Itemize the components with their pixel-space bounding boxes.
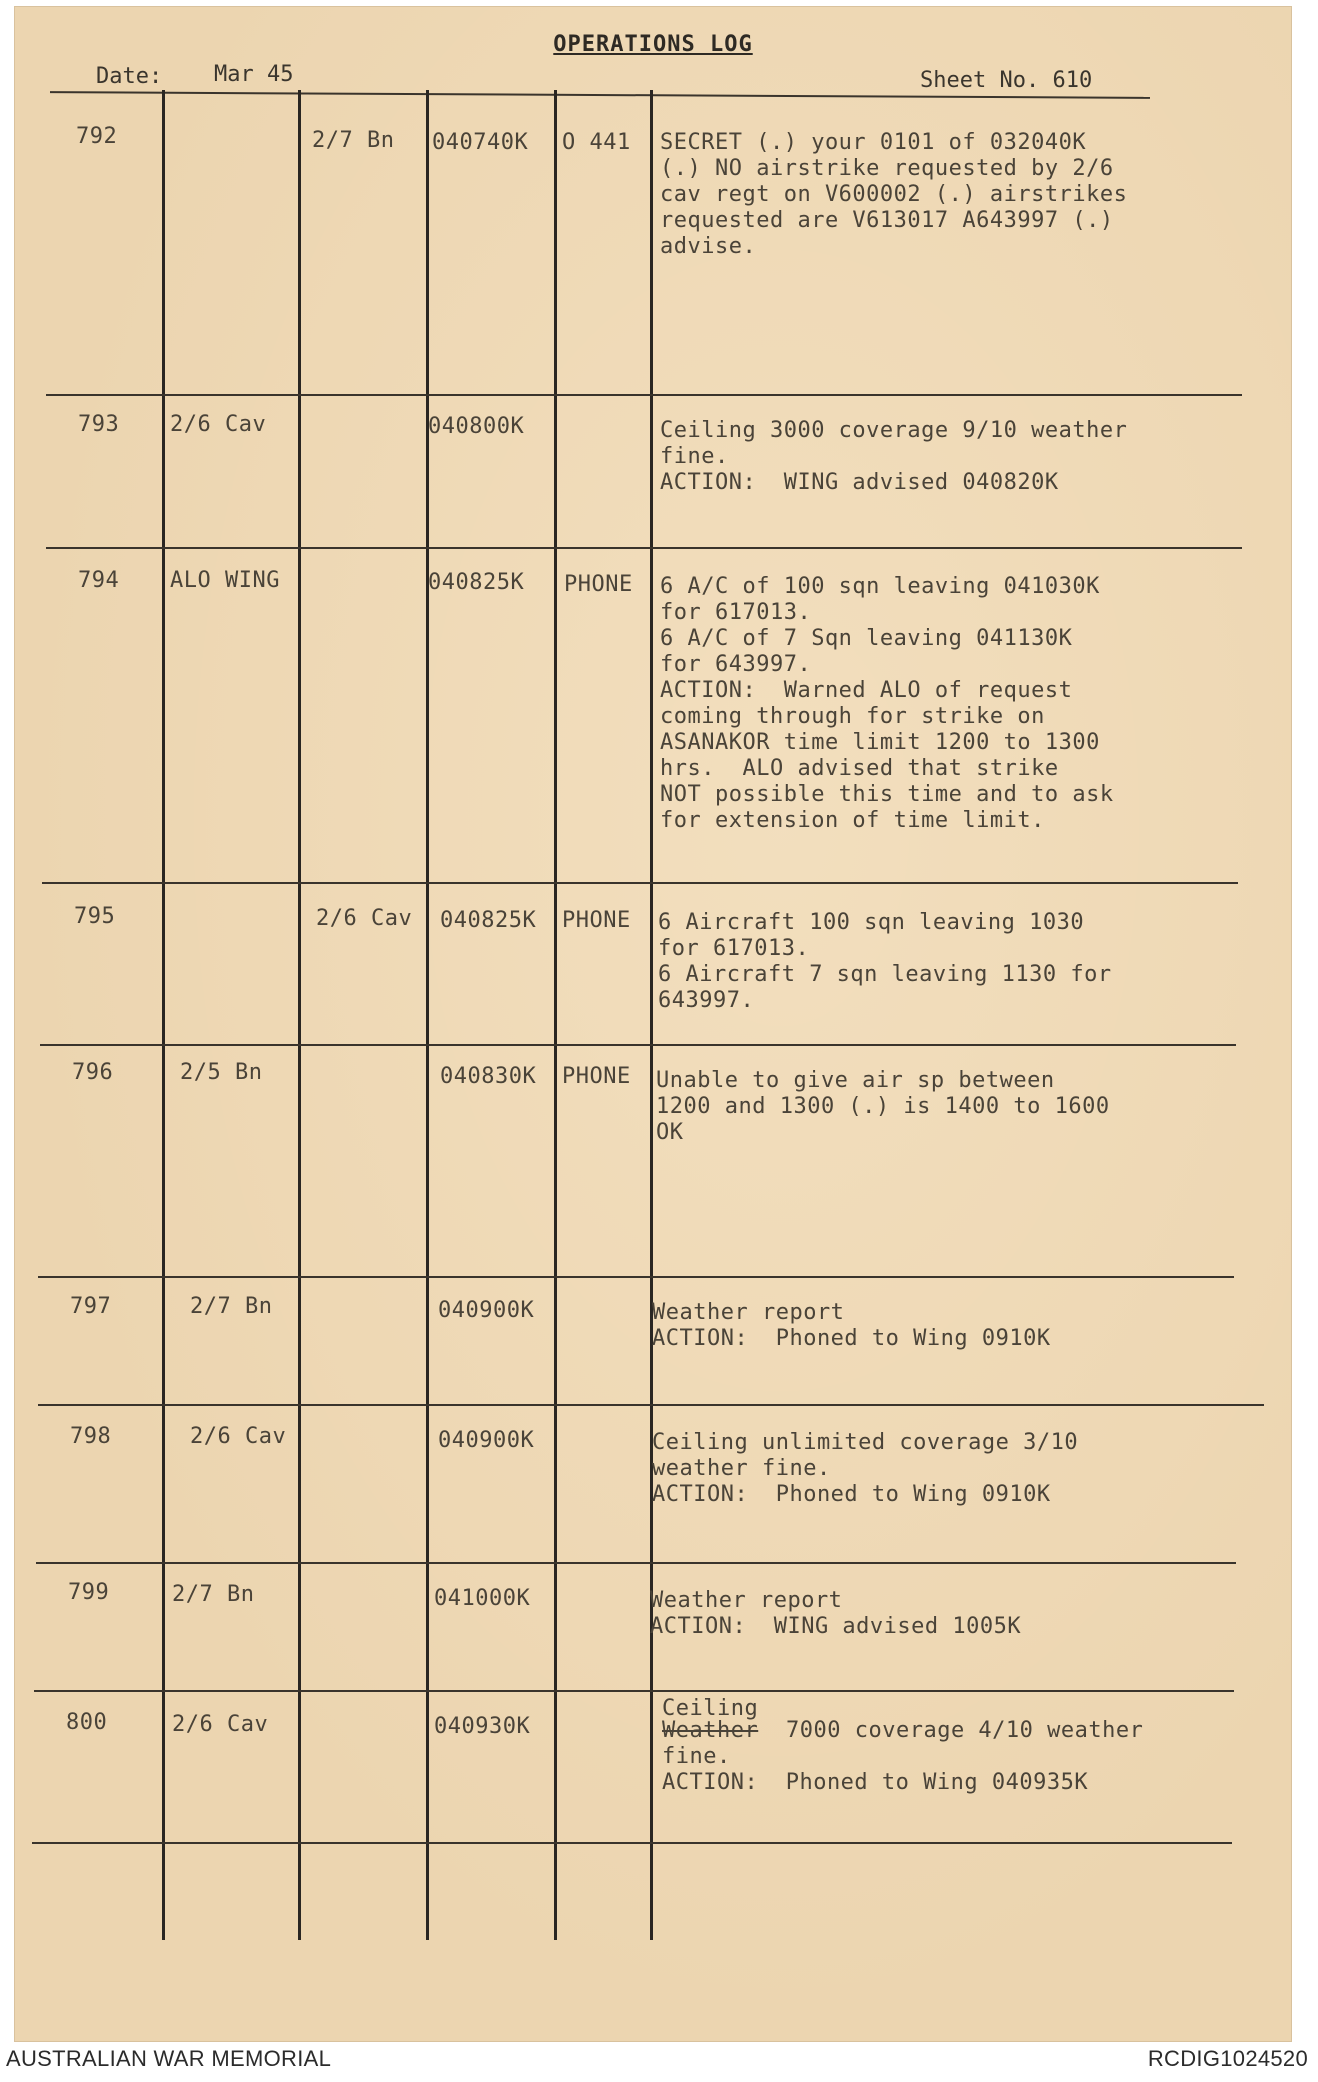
entry-from: 2/7 Bn xyxy=(172,1582,255,1607)
message-correction: Ceiling xyxy=(662,1696,759,1721)
message-line: Weather report xyxy=(650,1588,843,1613)
entry-message xyxy=(662,1718,1143,1796)
message-line: requested are V613017 A643997 (.) xyxy=(660,208,1114,233)
entry-serial: 797 xyxy=(70,1294,112,1319)
message-line: hrs. ALO advised that strike xyxy=(660,756,1059,781)
message-line: ACTION: Phoned to Wing 040935K xyxy=(662,1770,1089,1795)
entry-message xyxy=(658,910,1112,1014)
message-line: for 617013. xyxy=(660,600,812,625)
entry-time: 040900K xyxy=(438,1298,535,1323)
entry-time: 040930K xyxy=(434,1714,531,1739)
column-rule xyxy=(298,90,301,1940)
entry-serial: 800 xyxy=(66,1710,108,1735)
message-line: Weather report xyxy=(652,1300,845,1325)
row-rule xyxy=(38,1276,1234,1278)
log-sheet xyxy=(14,6,1292,2042)
message-line: for extension of time limit. xyxy=(660,808,1045,833)
row-rule xyxy=(40,1044,1236,1046)
entry-to: 2/6 Cav xyxy=(316,906,413,931)
entry-from: 2/7 Bn xyxy=(190,1294,273,1319)
entry-from: ALO WING xyxy=(170,568,280,593)
message-line: OK xyxy=(656,1120,684,1145)
message-line: Ceiling unlimited coverage 3/10 xyxy=(652,1430,1079,1455)
message-line: ACTION: WING advised 040820K xyxy=(660,470,1059,495)
row-rule xyxy=(32,1842,1232,1844)
entry-message xyxy=(660,418,1127,496)
column-rule xyxy=(554,90,557,1940)
message-line: 6 A/C of 7 Sqn leaving 041130K xyxy=(660,626,1073,651)
column-rule xyxy=(426,90,429,1940)
entry-serial: 799 xyxy=(68,1580,110,1605)
page-title: OPERATIONS LOG xyxy=(553,32,753,57)
message-line: NOT possible this time and to ask xyxy=(660,782,1114,807)
entry-from: 2/6 Cav xyxy=(172,1712,269,1737)
entry-ref: PHONE xyxy=(564,572,633,597)
date-value: Mar 45 xyxy=(214,62,294,87)
entry-time: 040830K xyxy=(440,1064,537,1089)
message-line: Unable to give air sp between xyxy=(656,1068,1055,1093)
message-line: for 617013. xyxy=(658,936,810,961)
entry-to: 2/7 Bn xyxy=(312,128,395,153)
entry-serial: 792 xyxy=(76,124,118,149)
entry-from: 2/5 Bn xyxy=(180,1060,263,1085)
row-rule xyxy=(46,547,1242,549)
entry-serial: 798 xyxy=(70,1424,112,1449)
entry-time: 041000K xyxy=(434,1586,531,1611)
entry-message xyxy=(652,1430,1078,1508)
message-line: fine. xyxy=(662,1744,731,1769)
entry-ref: PHONE xyxy=(562,908,631,933)
entry-time: 040800K xyxy=(428,414,525,439)
entry-message xyxy=(660,574,1114,834)
row-rule xyxy=(38,1404,1264,1406)
message-line: ACTION: Phoned to Wing 0910K xyxy=(652,1326,1051,1351)
column-rule xyxy=(650,90,653,1940)
row-rule xyxy=(34,1690,1234,1692)
entry-serial: 795 xyxy=(74,904,116,929)
entry-from: 2/6 Cav xyxy=(170,412,267,437)
entry-message xyxy=(650,1588,1021,1640)
message-line: ASANAKOR time limit 1200 to 1300 xyxy=(660,730,1100,755)
message-line: advise. xyxy=(660,234,757,259)
message-line: 6 Aircraft 7 sqn leaving 1130 for xyxy=(658,962,1112,987)
entry-from: 2/6 Cav xyxy=(190,1424,287,1449)
entry-message xyxy=(660,130,1127,260)
column-rule xyxy=(162,90,165,1940)
row-rule xyxy=(42,882,1238,884)
footer-record-id: RCDIG1024520 xyxy=(1147,2046,1308,2071)
entry-time: 040740K xyxy=(432,130,529,155)
footer-archive-name: AUSTRALIAN WAR MEMORIAL xyxy=(6,2046,332,2071)
entry-message xyxy=(652,1300,1051,1352)
date-label: Date: xyxy=(96,64,163,89)
message-line: Ceiling 3000 coverage 9/10 weather xyxy=(660,418,1128,443)
message-line: fine. xyxy=(660,444,729,469)
sheet-number: Sheet No. 610 xyxy=(920,68,1093,93)
row-rule xyxy=(36,1562,1236,1564)
entry-ref: PHONE xyxy=(562,1064,631,1089)
message-line: 6 Aircraft 100 sqn leaving 1030 xyxy=(658,910,1085,935)
message-struck-word: Weather xyxy=(662,1718,759,1743)
entry-time: 040825K xyxy=(440,908,537,933)
entry-time: 040900K xyxy=(438,1428,535,1453)
entry-time: 040825K xyxy=(428,570,525,595)
entry-serial: 794 xyxy=(78,568,120,593)
message-line: cav regt on V600002 (.) airstrikes xyxy=(660,182,1128,207)
message-line: 6 A/C of 100 sqn leaving 041030K xyxy=(660,574,1100,599)
entry-message xyxy=(656,1068,1110,1146)
message-line: (.) NO airstrike requested by 2/6 xyxy=(660,156,1114,181)
message-line: ACTION: Warned ALO of request xyxy=(660,678,1073,703)
message-line: 1200 and 1300 (.) is 1400 to 1600 xyxy=(656,1094,1110,1119)
message-line: ACTION: Phoned to Wing 0910K xyxy=(652,1482,1051,1507)
entry-serial: 796 xyxy=(72,1060,114,1085)
message-line: 7000 coverage 4/10 weather xyxy=(786,1718,1144,1743)
entry-ref: O 441 xyxy=(562,130,631,155)
row-rule xyxy=(46,394,1242,396)
message-line: coming through for strike on xyxy=(660,704,1045,729)
message-line: ACTION: WING advised 1005K xyxy=(650,1614,1022,1639)
entry-serial: 793 xyxy=(78,412,120,437)
message-line: SECRET (.) your 0101 of 032040K xyxy=(660,130,1087,155)
message-line: for 643997. xyxy=(660,652,812,677)
message-line: weather fine. xyxy=(652,1456,831,1481)
message-line: 643997. xyxy=(658,988,755,1013)
